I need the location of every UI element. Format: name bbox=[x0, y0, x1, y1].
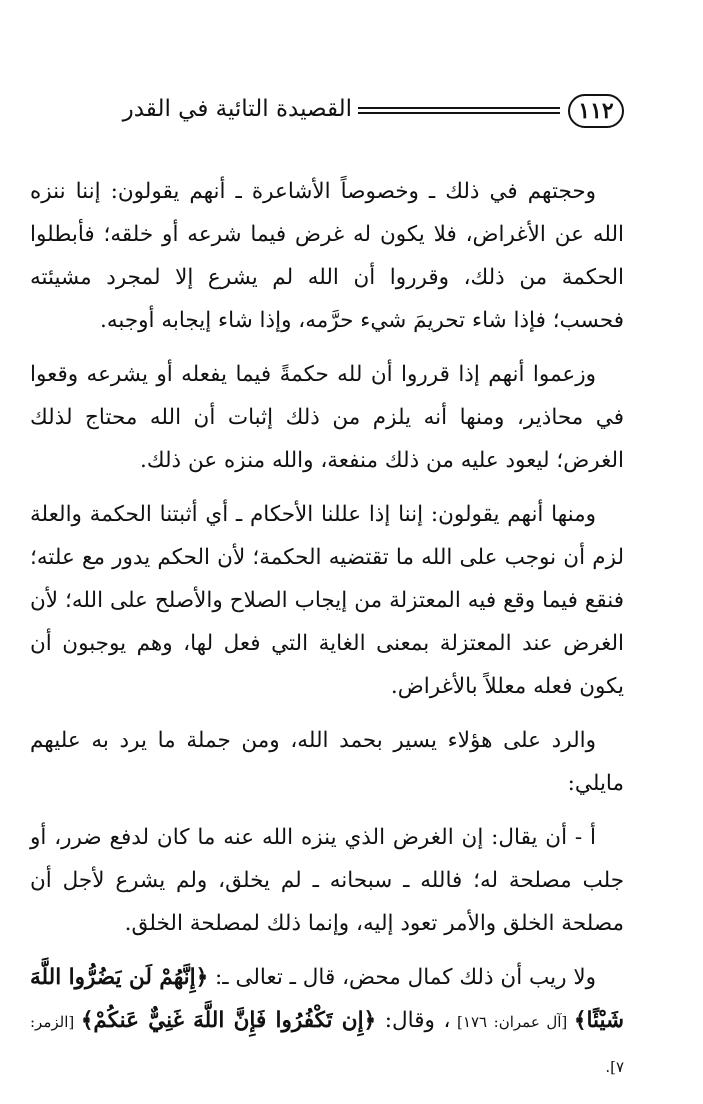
verse-reference-az-zumar: [الزمر: ٧]. bbox=[30, 1013, 624, 1076]
quran-verse-al-imran: ﴿إِنَّهُمْ لَن يَضُرُّوا اللَّهَ شَيْئًا﴾ bbox=[30, 965, 624, 1033]
page-header bbox=[28, 92, 624, 138]
final-mid: ، وقال: bbox=[376, 1008, 451, 1033]
paragraph-hujjatuhum: وحجتهم في ذلك ـ وخصوصاً الأشاعرة ـ أنهم يقولون: إننا ننزه الله عن الأغراض، فلا يكون له غرض فيما شرعه أو خلقه؛ فأبطلوا الحكمة من ذلك، وقرروا أن الله لم يشرع إلا لمجرد مشيئته فحسب؛ فإذا شاء تحريمَ شيء حرَّمه، وإذا شاء إيجابه أوجبه. bbox=[30, 179, 624, 333]
page-number: ١١٢ bbox=[568, 94, 624, 128]
paragraph-final bbox=[30, 956, 624, 1089]
quran-verse-az-zumar: ﴿إِن تَكْفُرُوا فَإِنَّ اللَّهَ غَنِيٌّ عَنكُمْ﴾ bbox=[80, 1008, 377, 1033]
paragraph-zaamu: وزعموا أنهم إذا قرروا أن لله حكمةً فيما يفعله أو يشرعه وقعوا في محاذير، ومنها أنه يلزم من ذلك إثبات أن الله محتاج لذلك الغرض؛ ليعود عليه من ذلك منفعة، والله منزه عن ذلك. bbox=[30, 362, 624, 473]
final-lead: ولا ريب أن ذلك كمال محض، قال ـ تعالى ـ: bbox=[208, 965, 596, 990]
paragraph-minha: ومنها أنهم يقولون: إننا إذا عللنا الأحكام ـ أي أثبتنا الحكمة والعلة لزم أن نوجب على الله ما تقتضيه الحكمة؛ لأن الحكم يدور مع علته؛ فنقع فيما وقع فيه المعتزلة من إيجاب الصلاح والأصلح على الله؛ لأن الغرض عند المعتزلة بمعنى الغاية التي فعل لها، وهم يوجبون أن يكون فعله معللاً بالأغراض. bbox=[30, 502, 624, 699]
paragraph-radd: والرد على هؤلاء يسير بحمد الله، ومن جملة ما يرد به عليهم مايلي: bbox=[30, 728, 624, 796]
header-rule bbox=[358, 107, 560, 114]
paragraph-alif: أ - أن يقال: إن الغرض الذي ينزه الله عنه ما كان لدفع ضرر، أو جلب مصلحة له؛ فالله ـ سبحانه ـ لم يخلق، ولم يشرع لأجل أن مصلحة الخلق والأمر تعود إليه، وإنما ذلك لمصلحة الخلق. bbox=[30, 825, 624, 936]
running-title: القصيدة التائية في القدر bbox=[122, 96, 352, 122]
body-text bbox=[30, 170, 624, 1100]
verse-reference-al-imran: [آل عمران: ١٧٦] bbox=[450, 1013, 574, 1031]
